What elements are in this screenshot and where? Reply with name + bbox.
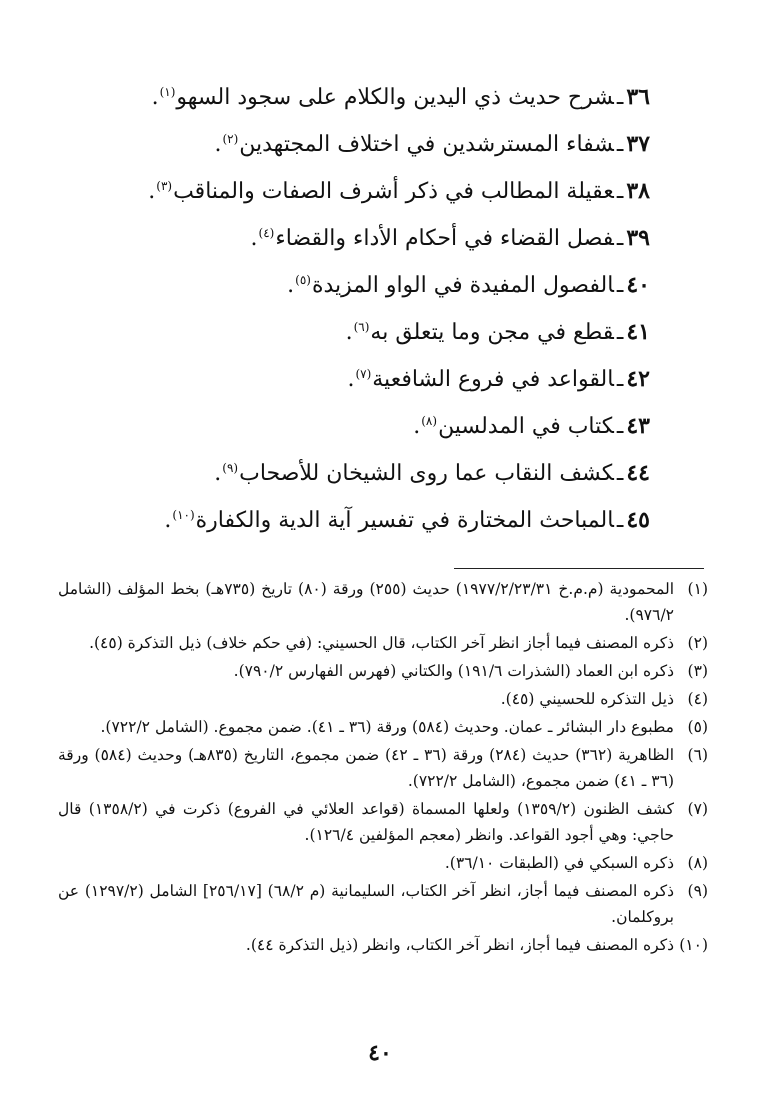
item-title: شفاء المسترشدين في اختلاف المجتهدين <box>239 132 614 157</box>
item-terminal: . <box>164 508 172 533</box>
footnote <box>58 850 708 876</box>
item-number: ٣٧ <box>626 131 650 157</box>
item-terminal: . <box>413 414 421 439</box>
footnote-text: ذكره المصنف فيما أجاز، انظر آخر الكتاب، السليمانية (م ٦٨/٢) [٢٥٦/١٧] الشامل (١٢٩٧/٢) عن بروكلمان. <box>58 882 674 926</box>
item-title: قطع في مجن وما يتعلق به <box>370 320 614 345</box>
item-terminal: . <box>347 367 355 392</box>
item-title: كشف النقاب عما روى الشيخان للأصحاب <box>239 461 614 486</box>
item-number: ٤٠ <box>626 272 650 298</box>
item-terminal: . <box>214 461 222 486</box>
list-item <box>80 309 650 356</box>
item-separator: ـ <box>616 508 624 533</box>
footnote-number: (٦) <box>687 746 708 764</box>
footnote <box>58 714 708 740</box>
item-title: القواعد في فروع الشافعية <box>372 367 614 392</box>
footnote-reference[interactable]: (٥) <box>295 272 311 287</box>
item-separator: ـ <box>616 461 624 486</box>
footnote-reference[interactable]: (٣) <box>156 178 173 193</box>
list-item <box>80 450 650 497</box>
item-number: ٤١ <box>626 319 650 345</box>
item-separator: ـ <box>616 367 624 392</box>
footnote-reference[interactable]: (٦) <box>353 319 370 334</box>
footnote <box>58 932 708 958</box>
footnote-number: (٢) <box>687 634 708 652</box>
works-list <box>80 74 650 544</box>
list-item <box>80 168 650 215</box>
item-title: المباحث المختارة في تفسير آية الدية والكفارة <box>195 508 614 533</box>
footnote-number: (١٠) <box>679 936 708 954</box>
footnote <box>58 576 708 628</box>
footnote-reference[interactable]: (١) <box>159 84 176 99</box>
item-number: ٣٨ <box>626 178 650 204</box>
item-title: عقيلة المطالب في ذكر أشرف الصفات والمناقب <box>173 179 614 204</box>
item-terminal: . <box>250 226 258 251</box>
footnote <box>58 658 708 684</box>
footnote <box>58 878 708 930</box>
page-number: ٤٠ <box>368 1040 392 1066</box>
item-title: شرح حديث ذي اليدين والكلام على سجود السهو <box>176 85 614 110</box>
item-terminal: . <box>345 320 353 345</box>
item-number: ٤٤ <box>626 460 650 486</box>
footnote-text: مطبوع دار البشائر ـ عمان. وحديث (٥٨٤) ورقة (٣٦ ـ ٤١). ضمن مجموع. (الشامل ٧٢٢/٢). <box>100 718 674 736</box>
footnote-number: (٤) <box>687 690 708 708</box>
footnote-number: (٣) <box>687 662 708 680</box>
item-title: كتاب في المدلسين <box>438 414 614 439</box>
item-terminal: . <box>214 132 222 157</box>
footnote-text: ذيل التذكره للحسيني (٤٥). <box>500 690 674 708</box>
item-title: فصل القضاء في أحكام الأداء والقضاء <box>275 226 614 251</box>
footnote-text: ذكره ابن العماد (الشذرات ١٩١/٦) والكتاني (فهرس الفهارس ٧٩٠/٢). <box>233 662 674 680</box>
item-separator: ـ <box>616 414 624 439</box>
item-number: ٤٣ <box>626 413 650 439</box>
list-item <box>80 74 650 121</box>
list-item <box>80 121 650 168</box>
item-separator: ـ <box>616 132 624 157</box>
footnote-reference[interactable]: (٧) <box>355 366 372 381</box>
footnote-text: ذكره المصنف فيما أجاز، انظر آخر الكتاب، وانظر (ذيل التذكرة ٤٤). <box>245 936 674 954</box>
footnote <box>58 686 708 712</box>
footnote-text: المحمودية (م.م.خ ١٩٧٧/٢/٢٣/٣١) حديث (٢٥٥) ورقة (٨٠) تاريخ (٧٣٥هـ) بخط المؤلف (الشامل ٩٧٦/٢). <box>58 580 675 624</box>
item-number: ٣٩ <box>626 225 650 251</box>
item-number: ٤٥ <box>626 507 650 533</box>
list-item <box>80 403 650 450</box>
footnote-text: كشف الظنون (١٣٥٩/٢) ولعلها المسماة (قواعد العلائي في الفروع) ذكرت في (١٣٥٨/٢) قال حاجي: وهي أجود القواعد. وانظر (معجم المؤلفين ١٢٦/٤). <box>58 800 675 844</box>
item-number: ٣٦ <box>626 84 650 110</box>
footnote-reference[interactable]: (٢) <box>222 131 239 146</box>
item-title: الفصول المفيدة في الواو المزيدة <box>311 273 614 298</box>
footnote-text: الظاهرية (٣٦٢) حديث (٢٨٤) ورقة (٣٦ ـ ٤٢) ضمن مجموع، التاريخ (٨٣٥هـ) وحديث (٥٨٤) ورقة (٣٦ ـ ٤١) ضمن مجموع، (الشامل ٧٢٢/٢). <box>58 746 674 790</box>
footnote-number: (٧) <box>687 800 708 818</box>
footnote-number: (٥) <box>687 718 708 736</box>
item-terminal: . <box>287 273 295 298</box>
item-separator: ـ <box>616 320 624 345</box>
footnote-number: (٨) <box>687 854 708 872</box>
list-item <box>80 356 650 403</box>
footnote-number: (٩) <box>687 882 708 900</box>
item-terminal: . <box>148 179 156 204</box>
footnote <box>58 630 708 656</box>
footnote-divider <box>454 568 704 569</box>
footnote-reference[interactable]: (٤) <box>258 225 275 240</box>
item-separator: ـ <box>616 273 624 298</box>
item-separator: ـ <box>616 179 624 204</box>
footnote-text: ذكره السبكي في (الطبقات ٣٦/١٠). <box>444 854 674 872</box>
footnote-reference[interactable]: (١٠) <box>172 507 195 522</box>
list-item <box>80 262 650 309</box>
item-number: ٤٢ <box>626 366 650 392</box>
item-separator: ـ <box>616 85 624 110</box>
footnote <box>58 742 708 794</box>
footnotes-section <box>58 576 708 960</box>
footnote-reference[interactable]: (٩) <box>222 460 239 475</box>
list-item <box>80 215 650 262</box>
footnote-number: (١) <box>687 580 708 598</box>
footnote-text: ذكره المصنف فيما أجاز انظر آخر الكتاب، قال الحسيني: (في حكم خلاف) ذيل التذكرة (٤٥). <box>89 634 674 652</box>
item-separator: ـ <box>616 226 624 251</box>
item-terminal: . <box>151 85 159 110</box>
footnote <box>58 796 708 848</box>
list-item <box>80 497 650 544</box>
footnote-reference[interactable]: (٨) <box>421 413 438 428</box>
